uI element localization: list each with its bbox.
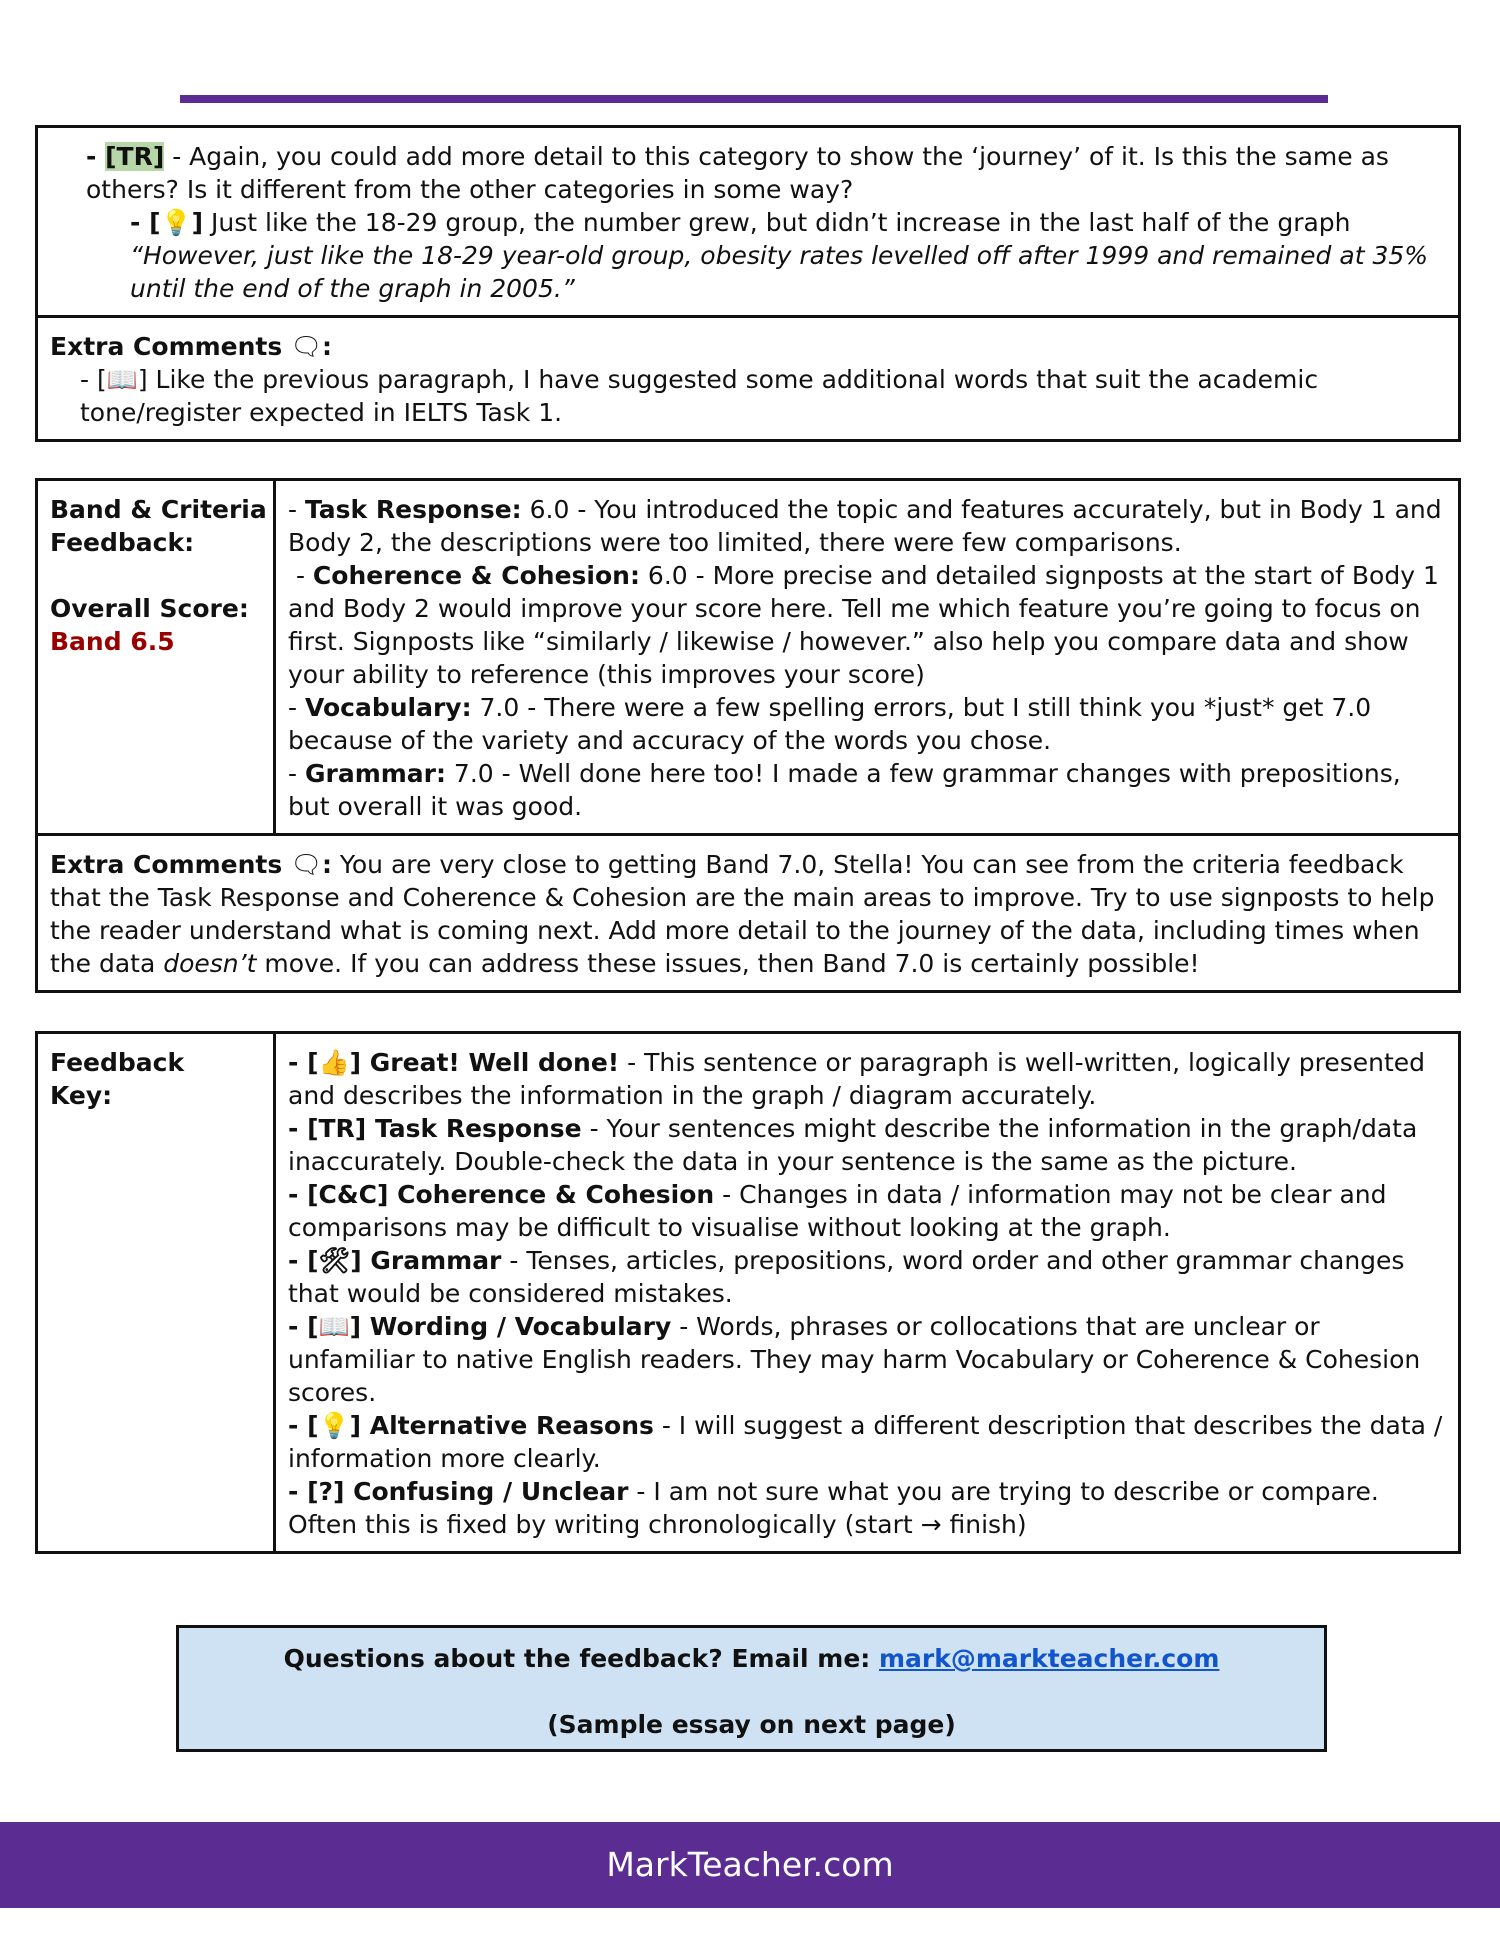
extra-comments-title-2: Extra Comments [50, 850, 283, 879]
key-item: - [?] Confusing / Unclear - I am not sure what you are trying to describe or compare. Often this is fixed by writing chronologically (start → finish) [288, 1477, 1379, 1539]
extra-comments-title-1: Extra Comments [50, 332, 283, 361]
idea-tag: [💡] [149, 208, 204, 237]
feedback-key-box [35, 1031, 1461, 1554]
band-criteria-box [35, 478, 1461, 993]
criteria-item: - Coherence & Cohesion: 6.0 - More precise and detailed signposts at the start of Body 1 and Body 2 would improve your score here. Tell me which feature you’re going to focus on first. Signposts like “similarly / likewise / however.” also help you compare data and show your ability to reference (this improves your score) [288, 561, 1439, 689]
extra-comments-cell-1: Extra Comments 🗨: - [📖] Like the previous paragraph, I have suggested some additional words that suit the academic tone/register expected in IELTS Task 1. [38, 315, 1458, 439]
top-divider [180, 95, 1328, 103]
extra-comments-text-1: - [📖] Like the previous paragraph, I have suggested some additional words that suit the academic tone/register expected in IELTS Task 1. [80, 365, 1319, 427]
contact-box [176, 1625, 1327, 1752]
feedback-box-tr [35, 125, 1461, 442]
extra-comments-cell-2: Extra Comments 🗨: You are very close to getting Band 7.0, Stella! You can see from the criteria feedback that the Task Response and Coherence & Cohesion are the main areas to improve. Try to use signposts to help the reader understand what is coming next. Add more detail to the journey of the data, including times when the data doesn’t move. If you can address these issues, then Band 7.0 is certainly possible! [38, 833, 1458, 990]
overall-score-value: Band 6.5 [50, 627, 175, 656]
email-link[interactable]: mark@markteacher.com [879, 1644, 1220, 1673]
overall-score-label: Overall Score: [50, 594, 249, 623]
key-item: - [📖] Wording / Vocabulary - Words, phrases or collocations that are unclear or unfamiliar to native English readers. They may harm Vocabulary or Coherence & Cohesion scores. [288, 1312, 1421, 1407]
key-item: - [👍] Great! Well done! - This sentence or paragraph is well-written, logically presented and describes the information in the graph / diagram accurately. [288, 1048, 1426, 1110]
key-item: - [🛠] Grammar - Tenses, articles, prepositions, word order and other grammar changes that would be considered mistakes. [288, 1246, 1405, 1308]
feedback-key-left [38, 1034, 276, 1551]
criteria-item: - Grammar: 7.0 - Well done here too! I made a few grammar changes with prepositions, but overall it was good. [288, 759, 1401, 821]
contact-question: Questions about the feedback? Email me: [283, 1644, 879, 1673]
idea-comment: - [💡] Just like the 18-29 group, the number grew, but didn’t increase in the last half of the graph “However, just like the 18-29 year-old group, obesity rates levelled off after 1999 and remained at 35% until the end of the graph in 2005.” [130, 208, 1429, 303]
tr-comment-text: - Again, you could add more detail to this category to show the ‘journey’ of it. Is this the same as others? Is it different from the other categories in some way? [86, 142, 1389, 204]
idea-comment-text: Just like the 18-29 group, the number grew, but didn’t increase in the last half of the graph [203, 208, 1351, 237]
idea-quote: “However, just like the 18-29 year-old group, obesity rates levelled off after 1999 and remained at 35% until the end of the graph in 2005.” [130, 241, 1429, 303]
extra-comments-emphasis: doesn’t [163, 949, 257, 978]
criteria-item: - Vocabulary: 7.0 - There were a few spelling errors, but I still think you *just* get 7.0 because of the variety and accuracy of the words you chose. [288, 693, 1372, 755]
tr-comment-cell [38, 128, 1458, 315]
sample-essay-note: (Sample essay on next page) [547, 1710, 956, 1739]
key-item: - [TR] Task Response - Your sentences might describe the information in the graph/data inaccurately. Double-check the data in your sentence is the same as the picture. [288, 1114, 1418, 1176]
speech-bubble-icon: 🗨 [290, 850, 322, 879]
band-criteria-title: Band & Criteria Feedback: [50, 495, 267, 557]
key-item: - [C&C] Coherence & Cohesion - Changes in data / information may not be clear and comparisons may be difficult to visualise without looking at the graph. [288, 1180, 1387, 1242]
tr-tag: [TR] [105, 142, 165, 171]
extra-comments-text-2a: You are very close to getting Band 7.0, Stella! You can see from the criteria feedback that the Task Response and Coherence & Cohesion are the main areas to improve. Try to use signposts to help the reader understand what is coming next. Add more detail to the journey of the data, including times when the data [50, 850, 1435, 978]
criteria-item: - Task Response: 6.0 - You introduced the topic and features accurately, but in Body 1 and Body 2, the descriptions were too limited, there were few comparisons. [288, 495, 1442, 557]
footer-bar [0, 1822, 1500, 1908]
band-criteria-left [38, 481, 276, 833]
speech-bubble-icon: 🗨 [290, 332, 322, 361]
tr-comment: - [TR] - Again, you could add more detail to this category to show the ‘journey’ of it. Is this the same as others? Is it different from the other categories in some way? [86, 142, 1389, 204]
key-item: - [💡] Alternative Reasons - I will suggest a different description that describes the data / information more clearly. [288, 1411, 1443, 1473]
feedback-key-title: Feedback Key: [50, 1048, 185, 1110]
extra-comments-text-2b: move. If you can address these issues, then Band 7.0 is certainly possible! [256, 949, 1200, 978]
band-criteria-right [276, 481, 1458, 833]
feedback-key-right [276, 1034, 1458, 1551]
footer-brand: MarkTeacher.com [606, 1845, 894, 1884]
